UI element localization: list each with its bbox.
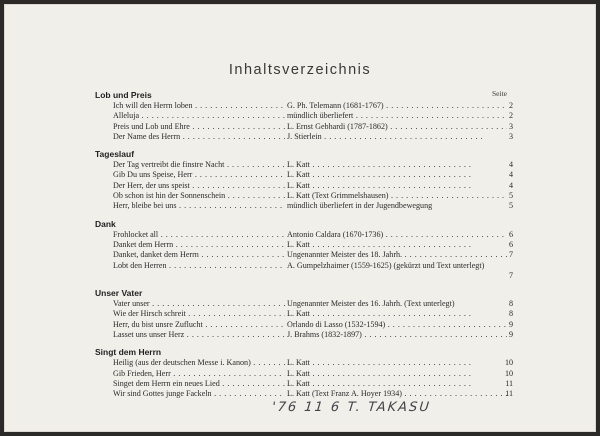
- page-number: 5: [508, 201, 513, 211]
- toc-entry: [95, 330, 515, 340]
- song-title: Gib Du uns Speise, Herr . . .: [113, 170, 285, 180]
- song-title: Der Tag vertreibt die finstre Nacht . . .: [113, 160, 285, 170]
- composer: Antonio Caldara (1670-1736) . . .: [287, 230, 507, 240]
- section-heading: Dank: [95, 218, 116, 229]
- composer: Ungenannter Meister des 18. Jahrh. . . .: [287, 250, 507, 260]
- handwritten-note: '76 11 6 T. TAKASU: [271, 400, 432, 415]
- composer: G. Ph. Telemann (1681-1767) . . .: [287, 101, 507, 111]
- page-number: 4: [508, 170, 513, 180]
- song-title: Ob schon ist hin der Sonnenschein . . .: [113, 191, 285, 201]
- composer: Ungenannter Meister des 16. Jahrh. (Text unterlegt): [287, 299, 455, 309]
- composer: J. Stierlein . . .: [287, 132, 507, 142]
- toc-entry: [95, 170, 515, 180]
- toc-entry: [95, 160, 515, 170]
- toc-entry: [95, 261, 515, 282]
- toc-entry: [95, 309, 515, 319]
- composer: L. Katt . . .: [287, 379, 507, 389]
- toc-entry: [95, 358, 515, 368]
- toc-entry: [95, 181, 515, 191]
- song-title: Danket dem Herrn . . .: [113, 240, 285, 250]
- song-title: Herr, bleibe bei uns . . .: [113, 201, 285, 211]
- page-number: 5: [508, 191, 513, 201]
- toc-entry: [95, 201, 515, 211]
- table-of-contents: [95, 90, 515, 400]
- composer: L. Katt . . .: [287, 160, 507, 170]
- page-number: 4: [508, 160, 513, 170]
- page-number: 8: [508, 309, 513, 319]
- song-title: Vater unser . . .: [113, 299, 285, 309]
- toc-entry: [95, 299, 515, 309]
- section-heading: Unser Vater: [95, 288, 143, 299]
- composer: L. Katt . . .: [287, 369, 507, 379]
- page-number: 7: [508, 250, 513, 260]
- page-number: 7: [508, 270, 513, 280]
- toc-entry: [95, 122, 515, 132]
- page-number: 9: [508, 330, 513, 340]
- toc-entry: [95, 111, 515, 121]
- page-number: 10: [505, 358, 514, 368]
- page-column-label: Seite: [492, 89, 507, 98]
- composer: A. Gumpelzhaimer (1559-1625) (gekürzt und Text unterlegt): [287, 260, 485, 270]
- song-title: Wie der Hirsch schreit . . .: [113, 309, 285, 319]
- page-number: 6: [508, 239, 513, 249]
- section-heading: Lob und Preis: [95, 90, 152, 100]
- song-title: Ich will den Herrn loben . . .: [113, 101, 285, 111]
- song-title: Singet dem Herrn ein neues Lied . . .: [113, 379, 285, 389]
- composer: L. Katt . . .: [287, 170, 507, 180]
- composer: L. Katt . . .: [287, 358, 507, 368]
- toc-entry: [95, 101, 515, 111]
- song-title: Danket, danket dem Herrn . . .: [113, 250, 285, 260]
- page-number: 11: [505, 389, 513, 399]
- toc-entry: [95, 369, 515, 379]
- composer: mündlich überliefert . . .: [287, 111, 507, 121]
- section-heading: Tageslauf: [95, 149, 135, 160]
- composer: L. Katt . . .: [287, 181, 507, 191]
- page-number: 6: [508, 229, 513, 239]
- song-title: Der Name des Herrn . . .: [113, 132, 285, 142]
- section-heading: Singt dem Herrn: [95, 347, 162, 358]
- song-title: Wir sind Gottes junge Fackeln . . .: [113, 389, 285, 399]
- toc-entry: [95, 250, 515, 260]
- page-title: Inhaltsverzeichnis: [228, 62, 372, 78]
- composer: L. Katt (Text Franz A. Hoyer 1934) . . .: [287, 389, 507, 399]
- page-number: 11: [505, 378, 513, 388]
- toc-entry: [95, 320, 515, 330]
- page-number: 9: [508, 319, 513, 329]
- composer: L. Katt . . .: [287, 309, 507, 319]
- toc-entry: [95, 191, 515, 201]
- toc-entry: [95, 389, 515, 399]
- song-title: Herr, du bist unsre Zuflucht . . .: [113, 320, 285, 330]
- page-number: 3: [508, 121, 513, 131]
- composer: J. Brahms (1832-1897) . . .: [287, 330, 507, 340]
- toc-entry: [95, 132, 515, 142]
- toc-entry: [95, 230, 515, 240]
- page-number: 3: [508, 131, 513, 141]
- composer: mündlich überliefert in der Jugendbewegung: [287, 201, 433, 211]
- composer: L. Katt . . .: [287, 240, 507, 250]
- song-title: Frohlocket all . . .: [113, 230, 285, 240]
- song-title: Heilig (aus der deutschen Messe i. Kanon) . . .: [113, 358, 285, 368]
- song-title: Der Herr, der uns speist . . .: [113, 181, 285, 191]
- page-number: 10: [505, 368, 514, 378]
- composer: L. Ernst Gebhardi (1787-1862) . . .: [287, 122, 507, 132]
- song-title: Lobt den Herren . . .: [113, 261, 285, 271]
- composer: L. Katt (Text Grimmelshausen) . . .: [287, 191, 507, 201]
- toc-entry: [95, 240, 515, 250]
- composer: Orlando di Lasso (1532-1594) . . .: [287, 320, 507, 330]
- toc-entry: [95, 379, 515, 389]
- song-title: Alleluja . . .: [113, 111, 285, 121]
- song-title: Lasset uns unser Herz . . .: [113, 330, 285, 340]
- page-number: 8: [508, 299, 513, 309]
- song-title: Gib Frieden, Herr . . .: [113, 369, 285, 379]
- song-title: Preis und Lob und Ehre . . .: [113, 122, 285, 132]
- page-number: 4: [508, 180, 513, 190]
- page-number: 2: [508, 111, 513, 121]
- page-number: 2: [508, 101, 513, 110]
